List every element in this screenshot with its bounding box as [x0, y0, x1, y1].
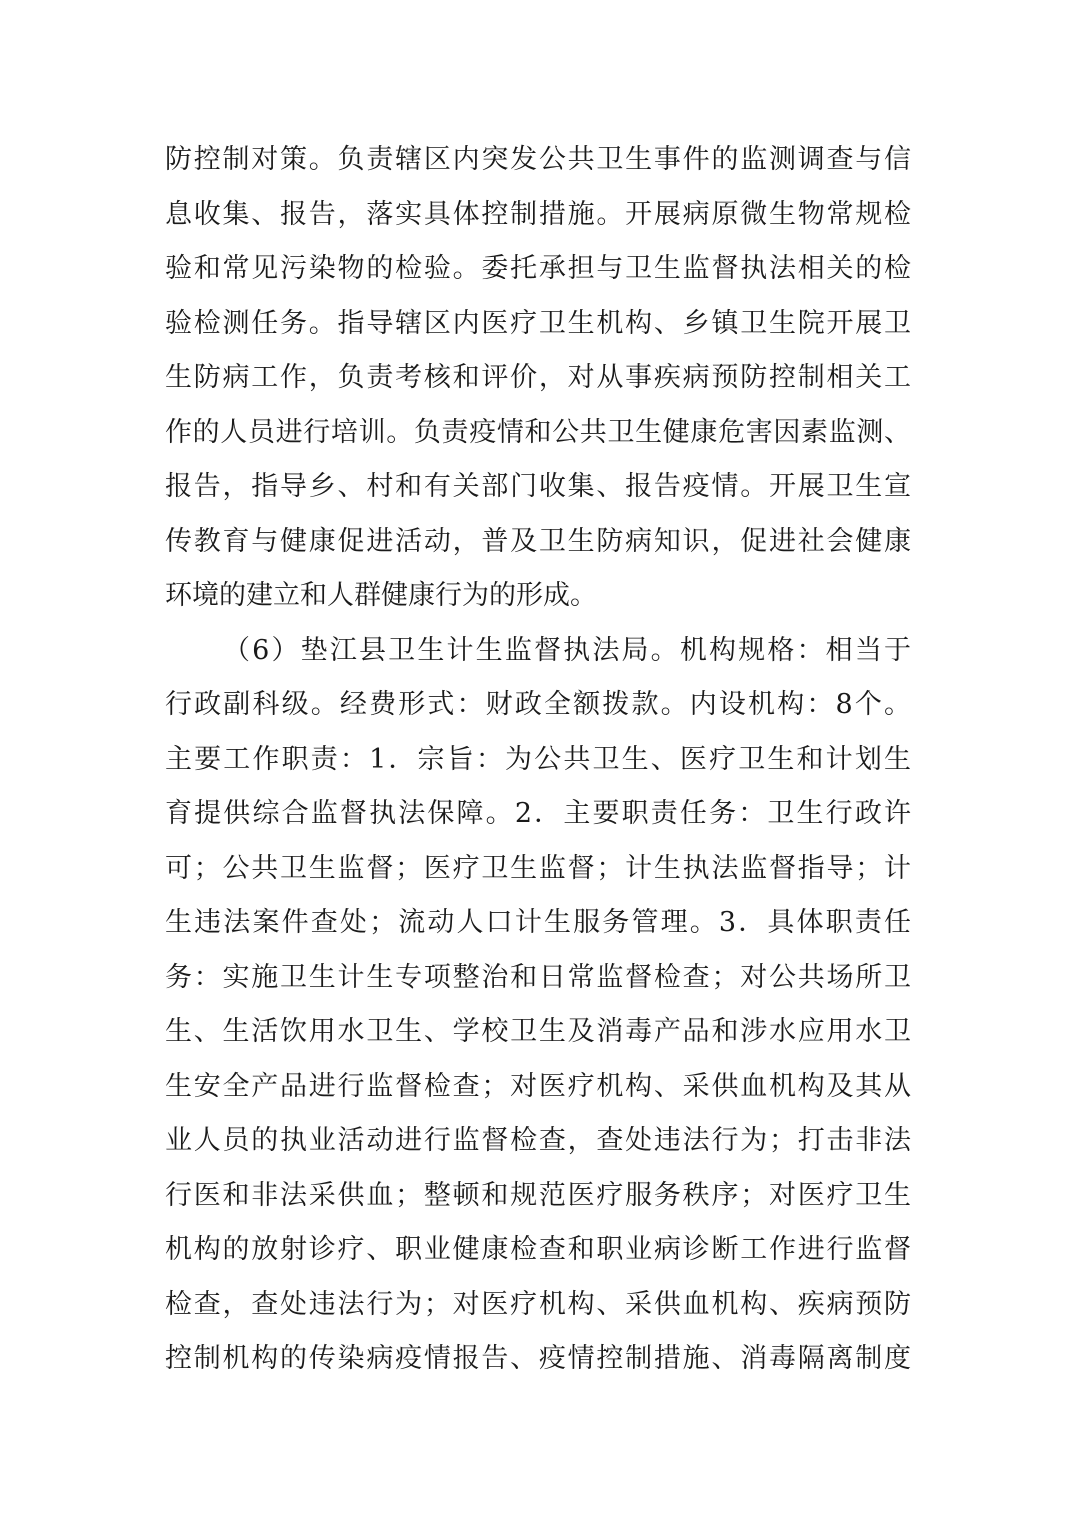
- text-line: 机构的放射诊疗、职业健康检查和职业病诊断工作进行监督: [165, 1234, 911, 1265]
- text-line: 控制机构的传染病疫情报告、疫情控制措施、消毒隔离制度: [165, 1343, 911, 1374]
- text-line: 可；公共卫生监督；医疗卫生监督；计生执法监督指导；计: [165, 852, 911, 884]
- text-line: 环境的建立和人群健康行为的形成。: [165, 580, 597, 611]
- text-line: 息收集、报告，落实具体控制措施。开展病原微生物常规检: [165, 198, 911, 230]
- text-line: 主要工作职责：1．宗旨：为公共卫生、医疗卫生和计划生: [165, 743, 911, 775]
- text-line: 业人员的执业活动进行监督检查，查处违法行为；打击非法: [165, 1125, 911, 1156]
- text-line: 生、生活饮用水卫生、学校卫生及消毒产品和涉水应用水卫: [165, 1016, 911, 1047]
- text-line: 作的人员进行培训。负责疫情和公共卫生健康危害因素监测、: [165, 416, 911, 448]
- text-line: （6）垫江县卫生计生监督执法局。机构规格：相当于: [223, 634, 911, 666]
- text-line: 传教育与健康促进活动，普及卫生防病知识，促进社会健康: [165, 525, 911, 557]
- body-text: [165, 133, 911, 1387]
- paragraph-2: [165, 624, 911, 1387]
- text-line: 生安全产品进行监督检查；对医疗机构、采供血机构及其从: [165, 1070, 911, 1102]
- text-line: 生防病工作，负责考核和评价，对从事疾病预防控制相关工: [165, 362, 911, 393]
- text-line: 行政副科级。经费形式：财政全额拨款。内设机构：8个。: [165, 689, 911, 720]
- text-line: 防控制对策。负责辖区内突发公共卫生事件的监测调查与信: [165, 144, 911, 175]
- text-line: 生违法案件查处；流动人口计生服务管理。3．具体职责任: [165, 907, 911, 938]
- text-line: 验检测任务。指导辖区内医疗卫生机构、乡镇卫生院开展卫: [165, 307, 911, 339]
- text-line: 检查，查处违法行为；对医疗机构、采供血机构、疾病预防: [165, 1288, 911, 1320]
- text-line: 验和常见污染物的检验。委托承担与卫生监督执法相关的检: [165, 253, 911, 284]
- text-line: 育提供综合监督执法保障。2．主要职责任务：卫生行政许: [165, 798, 911, 829]
- paragraph-1: [165, 133, 911, 624]
- text-line: 务：实施卫生计生专项整治和日常监督检查；对公共场所卫: [165, 961, 911, 993]
- text-line: 报告，指导乡、村和有关部门收集、报告疫情。开展卫生宣: [165, 471, 911, 502]
- text-line: 行医和非法采供血；整顿和规范医疗服务秩序；对医疗卫生: [165, 1179, 911, 1211]
